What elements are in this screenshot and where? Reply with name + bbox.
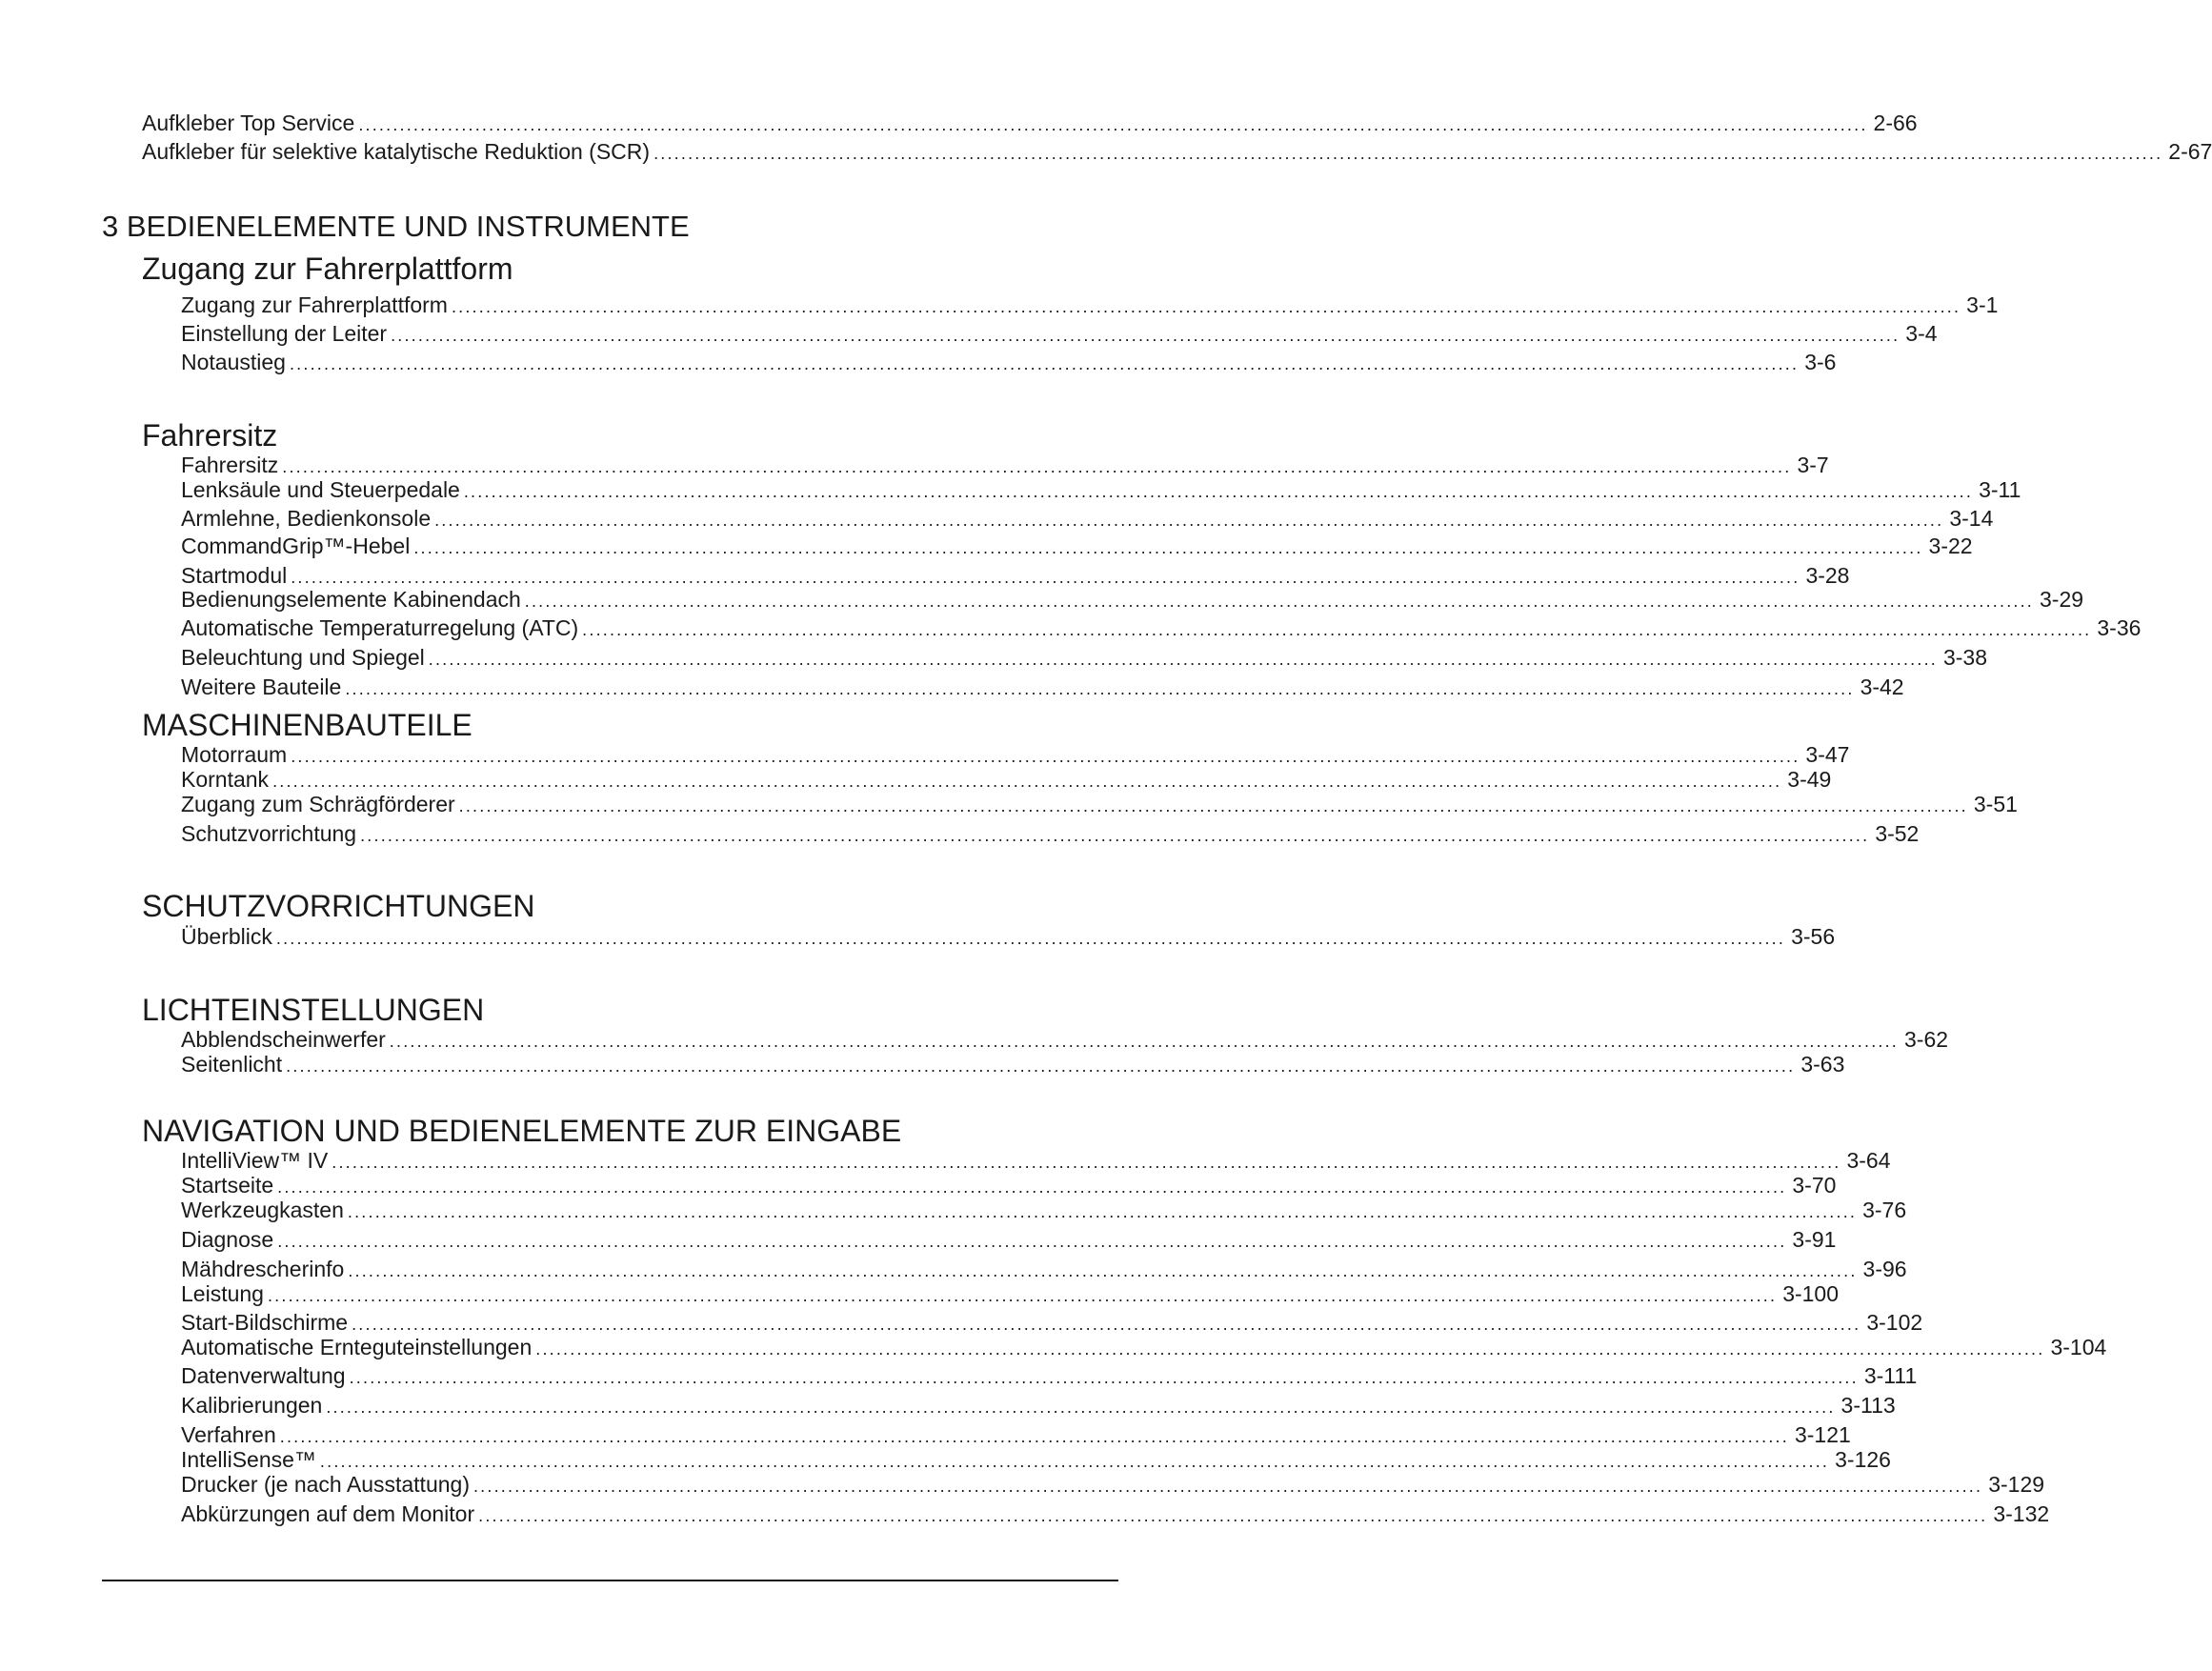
toc-entry-label: Mähdrescherinfo xyxy=(181,1257,345,1281)
toc-entry[interactable] xyxy=(181,674,1904,702)
dot-leader: ............................................................................................................................................................................................................................ xyxy=(289,354,1800,373)
toc-entry-page: 3-63 xyxy=(1800,1052,1845,1077)
dot-leader: ............................................................................................................................................................................................................................ xyxy=(478,1506,1988,1525)
toc-entry-label: Überblick xyxy=(181,924,272,949)
toc-entry[interactable] xyxy=(181,1392,1896,1420)
dot-leader: ............................................................................................................................................................................................................................ xyxy=(282,457,1792,476)
toc-entry-page: 3-56 xyxy=(1791,924,1836,949)
toc-entry-page: 3-70 xyxy=(1792,1173,1837,1198)
dot-leader: ............................................................................................................................................................................................................................ xyxy=(458,796,1968,815)
toc-entry-label: Datenverwaltung xyxy=(181,1363,346,1388)
toc-entry[interactable] xyxy=(181,1051,1845,1079)
footer-divider xyxy=(102,1580,1118,1581)
toc-entry[interactable] xyxy=(181,533,1973,561)
toc-entry-page: 3-113 xyxy=(1840,1393,1896,1418)
toc-entry-label: Lenksäule und Steuerpedale xyxy=(181,477,460,502)
toc-entry-page: 3-36 xyxy=(2097,615,2142,640)
toc-entry[interactable] xyxy=(181,1500,2050,1529)
toc-entry-page: 3-6 xyxy=(1804,350,1837,374)
dot-leader: ............................................................................................................................................................................................................................ xyxy=(391,326,1900,345)
toc-entry-page: 3-7 xyxy=(1797,453,1829,477)
toc-entry-label: Startseite xyxy=(181,1173,274,1198)
dot-leader: ............................................................................................................................................................................................................................ xyxy=(413,538,1923,557)
toc-entry-page: 3-76 xyxy=(1862,1198,1907,1222)
toc-entry-label: CommandGrip™-Hebel xyxy=(181,534,411,558)
section-heading: Zugang zur Fahrerplattform xyxy=(142,252,513,286)
toc-entry-label: Einstellung der Leiter xyxy=(181,321,388,346)
toc-entry[interactable] xyxy=(181,614,2142,643)
dot-leader: ............................................................................................................................................................................................................................ xyxy=(326,1398,1836,1417)
dot-leader: ............................................................................................................................................................................................................................ xyxy=(291,568,1800,587)
toc-entry[interactable] xyxy=(181,1334,2107,1362)
toc-entry-label: Notaustieg xyxy=(181,350,286,374)
toc-entry[interactable] xyxy=(181,1226,1837,1255)
toc-entry[interactable] xyxy=(181,644,1988,673)
toc-entry-label: Motorraum xyxy=(181,742,288,767)
toc-entry[interactable] xyxy=(181,1471,2045,1500)
toc-entry-page: 3-129 xyxy=(1988,1472,2045,1497)
dot-leader: ............................................................................................................................................................................................................................ xyxy=(279,1427,1789,1446)
toc-entry-label: Bedienungselemente Kabinendach xyxy=(181,587,521,612)
toc-entry[interactable] xyxy=(181,349,1837,377)
toc-entry[interactable] xyxy=(181,320,1938,349)
toc-entry-page: 3-29 xyxy=(2040,587,2084,612)
toc-entry-label: Aufkleber für selektive katalytische Reduktion (SCR) xyxy=(142,139,651,164)
toc-entry-page: 2-66 xyxy=(1873,111,1918,135)
chapter-title: 3 BEDIENELEMENTE UND INSTRUMENTE xyxy=(102,210,690,243)
dot-leader: ............................................................................................................................................................................................................................ xyxy=(352,1315,1861,1334)
dot-leader: ............................................................................................................................................................................................................................ xyxy=(389,1032,1900,1051)
toc-entry-page: 3-102 xyxy=(1866,1310,1923,1335)
toc-entry-page: 3-132 xyxy=(1993,1501,2050,1526)
dot-leader: ............................................................................................................................................................................................................................ xyxy=(434,511,1944,530)
dot-leader: ............................................................................................................................................................................................................................ xyxy=(291,747,1800,766)
dot-leader: ............................................................................................................................................................................................................................ xyxy=(275,929,1786,948)
dot-leader: ............................................................................................................................................................................................................................ xyxy=(582,620,2092,639)
dot-leader: ............................................................................................................................................................................................................................ xyxy=(654,144,2163,163)
dot-leader: ............................................................................................................................................................................................................................ xyxy=(286,1057,1796,1076)
toc-entry-page: 3-91 xyxy=(1792,1227,1837,1252)
toc-entry[interactable] xyxy=(142,138,2212,167)
toc-entry[interactable] xyxy=(142,110,1918,138)
toc-entry-label: Abblendscheinwerfer xyxy=(181,1027,386,1052)
toc-entry-label: Weitere Bauteile xyxy=(181,674,342,699)
dot-leader: ............................................................................................................................................................................................................................ xyxy=(267,1286,1778,1305)
dot-leader: ............................................................................................................................................................................................................................ xyxy=(272,772,1782,791)
toc-entry-page: 3-51 xyxy=(1973,792,2018,816)
toc-entry-label: Abkürzungen auf dem Monitor xyxy=(181,1501,475,1526)
section-heading: SCHUTZVORRICHTUNGEN xyxy=(142,889,535,923)
section-heading: MASCHINENBAUTEILE xyxy=(142,708,473,742)
toc-entry[interactable] xyxy=(181,292,1999,320)
toc-entry-label: Aufkleber Top Service xyxy=(142,111,355,135)
toc-entry-label: Zugang zum Schrägförderer xyxy=(181,792,455,816)
toc-entry-page: 3-96 xyxy=(1862,1257,1907,1281)
dot-leader: ............................................................................................................................................................................................................................ xyxy=(319,1452,1830,1471)
dot-leader: ............................................................................................................................................................................................................................ xyxy=(277,1178,1787,1197)
toc-entry-page: 3-42 xyxy=(1860,674,1904,699)
toc-entry-page: 3-1 xyxy=(1966,292,1999,317)
toc-entry-label: IntelliSense™ xyxy=(181,1447,316,1472)
toc-entry-label: Drucker (je nach Ausstattung) xyxy=(181,1472,470,1497)
toc-entry-page: 3-121 xyxy=(1794,1422,1851,1447)
toc-entry[interactable] xyxy=(181,1197,1907,1225)
toc-entry-label: IntelliView™ IV xyxy=(181,1148,329,1173)
dot-leader: ............................................................................................................................................................................................................................ xyxy=(473,1477,1983,1496)
toc-entry-page: 3-62 xyxy=(1904,1027,1949,1052)
toc-entry-page: 3-111 xyxy=(1863,1363,1918,1388)
toc-entry[interactable] xyxy=(181,1362,1918,1391)
dot-leader: ............................................................................................................................................................................................................................ xyxy=(348,1261,1858,1280)
toc-entry-label: Verfahren xyxy=(181,1422,276,1447)
toc-entry-page: 3-11 xyxy=(1979,477,2021,502)
toc-entry[interactable] xyxy=(181,1280,1840,1309)
dot-leader: ............................................................................................................................................................................................................................ xyxy=(524,592,2034,611)
toc-entry-page: 3-104 xyxy=(2050,1335,2107,1359)
toc-entry-page: 3-49 xyxy=(1787,767,1832,792)
toc-entry[interactable] xyxy=(181,586,2084,614)
toc-entry-page: 3-52 xyxy=(1875,821,1920,846)
toc-entry-label: Zugang zur Fahrerplattform xyxy=(181,292,448,317)
toc-entry-page: 3-100 xyxy=(1782,1281,1840,1306)
dot-leader: ............................................................................................................................................................................................................................ xyxy=(463,482,1974,501)
dot-leader: ............................................................................................................................................................................................................................ xyxy=(451,297,1961,316)
dot-leader: ............................................................................................................................................................................................................................ xyxy=(360,826,1870,845)
toc-entry-label: Korntank xyxy=(181,767,270,792)
section-heading: Fahrersitz xyxy=(142,418,278,453)
toc-entry-label: Leistung xyxy=(181,1281,264,1306)
toc-entry-label: Startmodul xyxy=(181,563,288,588)
toc-entry-page: 3-38 xyxy=(1942,645,1988,670)
toc-entry-label: Diagnose xyxy=(181,1227,274,1252)
toc-entry-label: Start-Bildschirme xyxy=(181,1310,349,1335)
toc-entry-page: 2-67 xyxy=(2168,139,2212,164)
dot-leader: ............................................................................................................................................................................................................................ xyxy=(535,1339,2045,1359)
toc-entry-label: Automatische Temperaturregelung (ATC) xyxy=(181,615,579,640)
toc-entry[interactable] xyxy=(181,923,1836,952)
toc-entry-page: 3-14 xyxy=(1949,506,1994,531)
dot-leader: ............................................................................................................................................................................................................................ xyxy=(332,1153,1841,1172)
dot-leader: ............................................................................................................................................................................................................................ xyxy=(358,115,1868,134)
toc-entry-label: Kalibrierungen xyxy=(181,1393,323,1418)
dot-leader: ............................................................................................................................................................................................................................ xyxy=(428,650,1938,669)
section-heading: LICHTEINSTELLUNGEN xyxy=(142,993,485,1027)
dot-leader: ............................................................................................................................................................................................................................ xyxy=(347,1202,1858,1221)
toc-entry-label: Werkzeugkasten xyxy=(181,1198,344,1222)
dot-leader: ............................................................................................................................................................................................................................ xyxy=(345,679,1855,698)
toc-entry[interactable] xyxy=(181,791,2018,819)
toc-entry-page: 3-126 xyxy=(1835,1447,1891,1472)
toc-entry-page: 3-47 xyxy=(1805,742,1850,767)
toc-entry-page: 3-22 xyxy=(1928,534,1973,558)
toc-entry-label: Seitenlicht xyxy=(181,1052,283,1077)
toc-entry-label: Schutzvorrichtung xyxy=(181,821,357,846)
toc-entry-label: Automatische Ernteguteinstellungen xyxy=(181,1335,533,1359)
toc-entry-page: 3-28 xyxy=(1805,563,1850,588)
toc-entry-label: Armlehne, Bedienkonsole xyxy=(181,506,432,531)
toc-entry[interactable] xyxy=(181,505,1994,534)
toc-entry-page: 3-4 xyxy=(1905,321,1938,346)
dot-leader: ............................................................................................................................................................................................................................ xyxy=(349,1368,1859,1387)
toc-entry-label: Beleuchtung und Spiegel xyxy=(181,645,425,670)
toc-entry-label: Fahrersitz xyxy=(181,453,279,477)
toc-entry-page: 3-64 xyxy=(1846,1148,1891,1173)
toc-entry[interactable] xyxy=(181,820,1920,849)
dot-leader: ............................................................................................................................................................................................................................ xyxy=(277,1232,1787,1251)
section-heading: NAVIGATION UND BEDIENELEMENTE ZUR EINGABE xyxy=(142,1114,902,1148)
toc-entry[interactable] xyxy=(181,476,2021,505)
